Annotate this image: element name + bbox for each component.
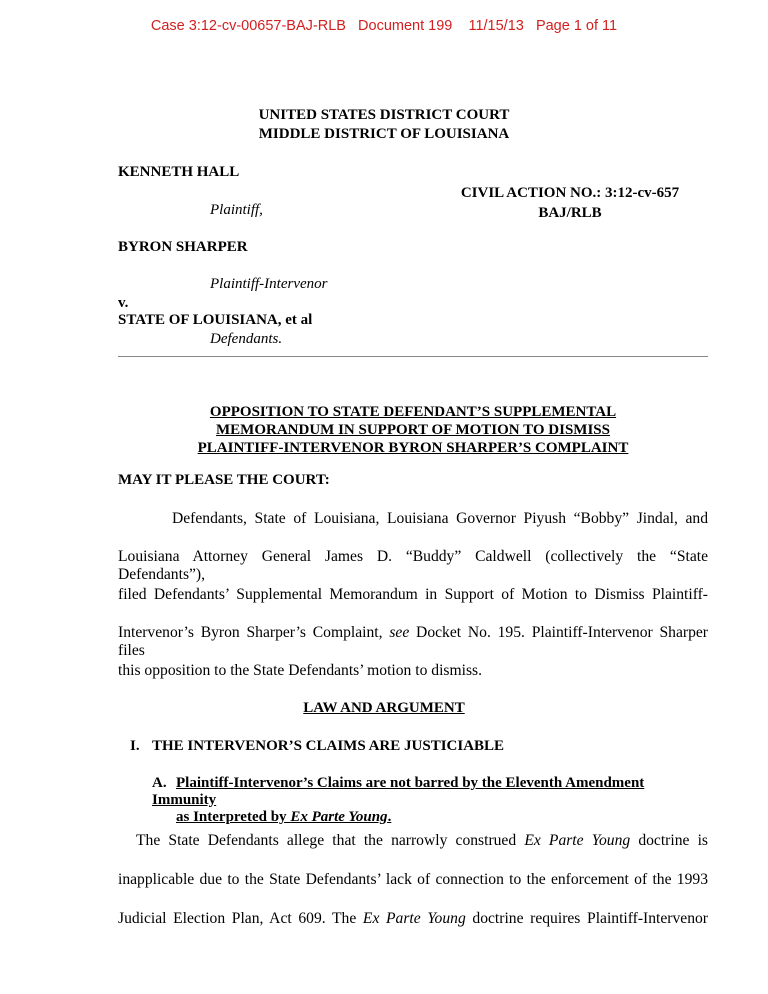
body-line1: [136, 832, 708, 850]
intro-line3: filed Defendants’ Supplemental Memorandum in Support of Motion to Dismiss Plaintiff-: [118, 586, 708, 603]
body-line3-case: Ex Parte Young: [362, 910, 466, 927]
intro-line5: this opposition to the State Defendants’ motion to dismiss.: [118, 662, 482, 679]
subsection-line1-text: Plaintiff-Intervenor’s Claims are not barred by the Eleventh Amendment Immunity: [152, 775, 645, 808]
document-number: Document 199: [358, 18, 453, 34]
subsection-line2-a: as Interpreted by: [176, 809, 291, 825]
body-line3: [118, 910, 708, 928]
body-line3-c: doctrine requires Plaintiff-Intervenor: [465, 910, 708, 927]
case-number: Case 3:12-cv-00657-BAJ-RLB: [150, 18, 346, 34]
subsection-label: A.: [152, 775, 167, 791]
court-name: UNITED STATES DISTRICT COURT: [258, 107, 510, 123]
salutation: MAY IT PLEASE THE COURT:: [118, 472, 330, 488]
versus: v.: [118, 295, 129, 311]
filed-date: 11/15/13: [468, 18, 524, 34]
subsection-line2: [152, 809, 708, 826]
title-line2: MEMORANDUM IN SUPPORT OF MOTION TO DISMISS: [216, 422, 610, 438]
section-label: I.: [130, 738, 140, 754]
intro-line4-see: see: [389, 624, 410, 641]
subsection-line1: [152, 775, 708, 809]
subsection-heading-a: [152, 775, 708, 826]
section-heading-1: [130, 738, 504, 755]
title-line3: PLAINTIFF-INTERVENOR BYRON SHARPER’S COMPLAINT: [197, 440, 629, 456]
body-line1-a: The State Defendants allege that the narrowly construed: [136, 832, 525, 849]
intervenor-role: Plaintiff-Intervenor: [210, 276, 328, 292]
defendant-name: STATE OF LOUISIANA, et al: [118, 312, 313, 328]
intro-line4-a: Intervenor’s Byron Sharper’s Complaint,: [118, 624, 390, 641]
case-header-stamp: [0, 18, 768, 34]
defendant-role: Defendants.: [210, 331, 283, 347]
page-indicator: Page 1 of 11: [535, 18, 618, 34]
intro-line4-c: Docket No. 195. Plaintiff-Intervenor Sharper files: [118, 624, 708, 659]
intro-line4: [118, 624, 708, 660]
intro-line2: Louisiana Attorney General James D. “Buddy” Caldwell (collectively the “State Defendants”),: [118, 548, 708, 583]
plaintiff-role: Plaintiff,: [210, 202, 263, 218]
court-district: MIDDLE DISTRICT OF LOUISIANA: [258, 126, 510, 142]
intro-line1: Defendants, State of Louisiana, Louisiana Governor Piyush “Bobby” Jindal, and: [172, 510, 708, 527]
caption-divider: [118, 356, 708, 357]
intervenor-name: BYRON SHARPER: [118, 239, 248, 255]
subsection-line2-case: Ex Parte Young: [290, 809, 388, 825]
body-line2: inapplicable due to the State Defendants’ lack of connection to the enforcement of the 1993: [118, 871, 708, 888]
subsection-line2-c: .: [387, 809, 392, 825]
document-title: [118, 403, 708, 457]
law-and-argument-heading: LAW AND ARGUMENT: [303, 700, 465, 716]
body-line1-c: doctrine is: [630, 832, 708, 849]
civil-action-number: [450, 183, 690, 223]
civil-action-line1: CIVIL ACTION NO.: 3:12-cv-657: [460, 185, 680, 201]
body-line3-a: Judicial Election Plan, Act 609. The: [118, 910, 363, 927]
title-line1: OPPOSITION TO STATE DEFENDANT’S SUPPLEMENTAL: [209, 404, 617, 420]
body-line1-case: Ex Parte Young: [524, 832, 631, 849]
plaintiff-name: KENNETH HALL: [118, 164, 240, 180]
civil-action-line2: BAJ/RLB: [538, 205, 602, 221]
section-text: THE INTERVENOR’S CLAIMS ARE JUSTICIABLE: [152, 738, 505, 754]
